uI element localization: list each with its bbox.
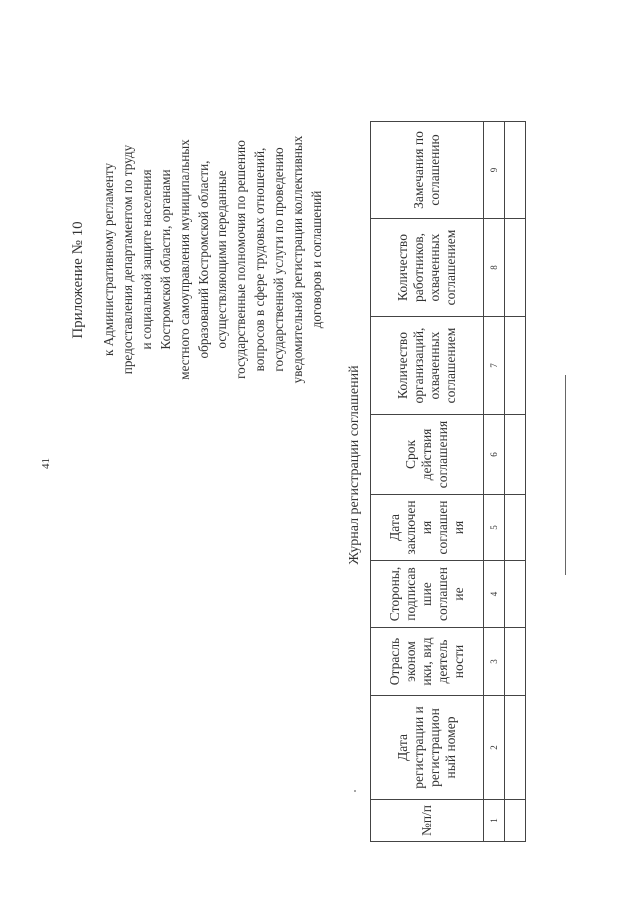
appendix-line: предоставления департаментом по труду — [119, 144, 135, 375]
header-cell: Дата регистрации и регистрацион ный номер — [371, 696, 484, 800]
appendix-line: государственной услуги по проведению — [271, 147, 287, 372]
header-cell: Отрасль эконом ики, вид деятель ности — [371, 628, 484, 696]
column-number: 1 — [484, 800, 505, 842]
empty-table-row — [505, 122, 526, 842]
appendix-line: осуществляющими переданные — [214, 170, 230, 349]
appendix-description — [100, 52, 327, 467]
appendix-line: к Административному регламенту — [101, 162, 116, 357]
column-number: 9 — [484, 122, 505, 219]
empty-cell — [505, 800, 526, 842]
appendix-line: Костромской области, органами — [157, 169, 173, 350]
appendix-line: вопросов в сфере трудовых отношений, — [252, 147, 268, 372]
header-cell: Количество работников, охваченных соглашением — [371, 219, 484, 317]
table-header-row — [371, 122, 484, 842]
header-cell: №п/п — [371, 800, 484, 842]
scan-dot — [354, 790, 356, 792]
header-cell: Срок действия соглашения — [371, 415, 484, 495]
column-number: 6 — [484, 415, 505, 495]
header-cell: Замечания по соглашению — [371, 122, 484, 219]
column-number: 8 — [484, 219, 505, 317]
empty-cell — [505, 415, 526, 495]
signature-line — [565, 375, 566, 575]
column-number: 7 — [484, 317, 505, 415]
journal-title: Журнал регистрации соглашений — [347, 365, 362, 565]
column-number-row — [484, 122, 505, 842]
appendix-line: государственные полномочия по решению — [233, 140, 249, 379]
header-cell: Стороны, подписав шие соглашен ие — [371, 561, 484, 628]
appendix-line: образований Костромской области, — [195, 160, 211, 359]
appendix-line: и социальной защите населения — [138, 169, 154, 350]
column-number: 3 — [484, 628, 505, 696]
header-cell: Дата заключен ия соглашен ия — [371, 495, 484, 561]
empty-cell — [505, 628, 526, 696]
header-cell: Количество организаций, охваченных соглашением — [371, 317, 484, 415]
column-number: 5 — [484, 495, 505, 561]
column-number: 4 — [484, 561, 505, 628]
empty-cell — [505, 219, 526, 317]
empty-cell — [505, 495, 526, 561]
page-number: 41 — [40, 458, 52, 469]
empty-cell — [505, 696, 526, 800]
journal-table — [370, 121, 526, 842]
appendix-line: договоров и соглашений — [308, 190, 324, 329]
empty-cell — [505, 561, 526, 628]
empty-cell — [505, 122, 526, 219]
column-number: 2 — [484, 696, 505, 800]
empty-cell — [505, 317, 526, 415]
appendix-line: местного самоуправления муниципальных — [176, 139, 192, 380]
appendix-line: уведомительной регистрации коллективных — [290, 135, 306, 384]
appendix-title: Приложение № 10 — [70, 221, 86, 339]
